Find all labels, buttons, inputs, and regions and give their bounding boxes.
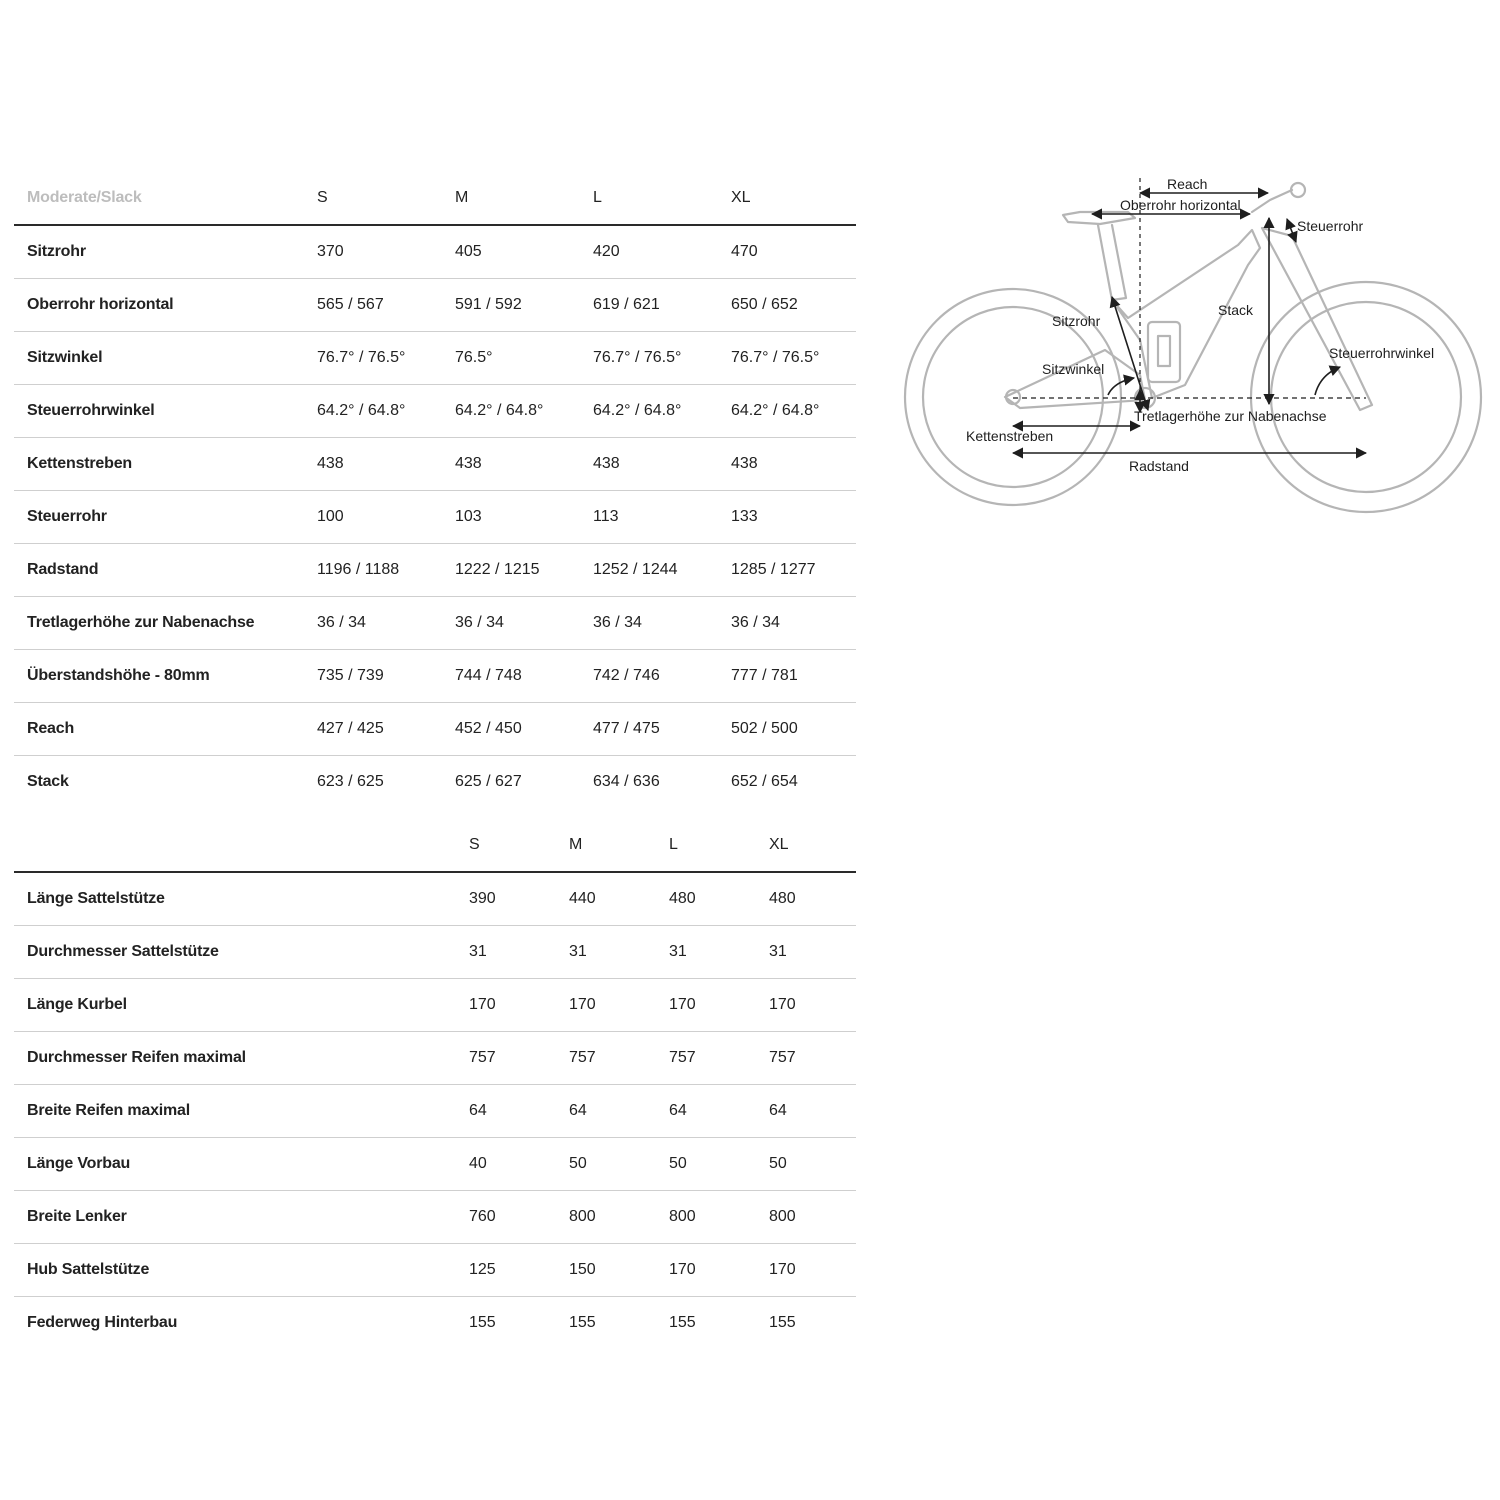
component-table-header [14, 819, 856, 873]
table-cell: 155 [769, 1314, 796, 1331]
table-row [14, 703, 856, 756]
table-cell: 170 [669, 1261, 696, 1278]
table-cell: 420 [593, 243, 620, 260]
table-cell: 170 [769, 996, 796, 1013]
table-cell: 438 [317, 455, 344, 472]
table-cell: 113 [593, 508, 619, 525]
table-cell: 50 [769, 1155, 787, 1172]
row-label: Überstandshöhe - 80mm [27, 667, 210, 684]
table-cell: 170 [669, 996, 696, 1013]
table-cell: 133 [731, 508, 758, 525]
table-cell: 742 / 746 [593, 667, 660, 684]
table-cell: 480 [769, 890, 796, 907]
row-label: Hub Sattelstütze [27, 1261, 150, 1278]
size-header-xl: XL [769, 836, 789, 853]
table-cell: 170 [469, 996, 496, 1013]
table-cell: 36 / 34 [455, 614, 504, 631]
label-stack: Stack [1218, 302, 1254, 318]
table-row [14, 385, 856, 438]
table-row [14, 491, 856, 544]
table-cell: 31 [669, 943, 687, 960]
table-cell: 76.7° / 76.5° [317, 349, 406, 366]
table-cell: 76.5° [455, 349, 493, 366]
table-cell: 591 / 592 [455, 296, 522, 313]
size-header-m: M [569, 836, 583, 853]
table-row [14, 873, 856, 926]
label-sitzrohr: Sitzrohr [1052, 313, 1101, 329]
table-cell: 76.7° / 76.5° [593, 349, 682, 366]
row-label: Kettenstreben [27, 455, 132, 472]
table-cell: 170 [769, 1261, 796, 1278]
table-cell: 480 [669, 890, 696, 907]
table-cell: 744 / 748 [455, 667, 522, 684]
table-cell: 452 / 450 [455, 720, 522, 737]
label-reach: Reach [1167, 176, 1208, 192]
size-header-s: S [317, 189, 328, 206]
table-cell: 36 / 34 [593, 614, 642, 631]
table-cell: 31 [569, 943, 587, 960]
table-cell: 800 [669, 1208, 696, 1225]
bike-geometry-diagram [900, 170, 1490, 520]
table-row [14, 279, 856, 332]
table-cell: 76.7° / 76.5° [731, 349, 820, 366]
table-row [14, 1085, 856, 1138]
table-cell: 470 [731, 243, 758, 260]
table-cell: 1285 / 1277 [731, 561, 816, 578]
table-cell: 757 [469, 1049, 496, 1066]
label-steuerrohr: Steuerrohr [1297, 218, 1364, 234]
table-cell: 625 / 627 [455, 773, 522, 790]
row-label: Länge Kurbel [27, 996, 127, 1013]
table-row [14, 597, 856, 650]
table-cell: 777 / 781 [731, 667, 798, 684]
table-cell: 438 [455, 455, 482, 472]
table-cell: 800 [769, 1208, 796, 1225]
table-cell: 634 / 636 [593, 773, 660, 790]
label-oberrohr: Oberrohr horizontal [1120, 197, 1241, 213]
table-cell: 735 / 739 [317, 667, 384, 684]
table-cell: 64.2° / 64.8° [731, 402, 820, 419]
label-steuerrohrwinkel: Steuerrohrwinkel [1329, 345, 1435, 361]
table-row [14, 1297, 856, 1349]
table-cell: 760 [469, 1208, 496, 1225]
table-cell: 40 [469, 1155, 487, 1172]
table-cell: 36 / 34 [317, 614, 366, 631]
geometry-table [14, 172, 856, 808]
table-row [14, 226, 856, 279]
table-cell: 64.2° / 64.8° [593, 402, 682, 419]
table-cell: 36 / 34 [731, 614, 780, 631]
geometry-table-body [14, 226, 856, 808]
size-header-s: S [469, 836, 480, 853]
table-cell: 100 [317, 508, 344, 525]
row-label: Radstand [27, 561, 99, 578]
table-cell: 1222 / 1215 [455, 561, 540, 578]
table-cell: 438 [731, 455, 758, 472]
label-sitzwinkel: Sitzwinkel [1042, 361, 1105, 377]
label-kettenstreben: Kettenstreben [966, 428, 1054, 444]
table-cell: 757 [569, 1049, 596, 1066]
table-cell: 1252 / 1244 [593, 561, 678, 578]
table-cell: 502 / 500 [731, 720, 798, 737]
table-cell: 757 [669, 1049, 696, 1066]
table-row [14, 1244, 856, 1297]
table-row [14, 756, 856, 808]
preset-label: Moderate/Slack [27, 189, 142, 206]
row-label: Stack [27, 773, 69, 790]
table-cell: 64.2° / 64.8° [455, 402, 544, 419]
row-label: Steuerrohrwinkel [27, 402, 155, 419]
table-cell: 1196 / 1188 [317, 561, 400, 578]
front-tire-icon [1251, 282, 1481, 512]
table-cell: 405 [455, 243, 482, 260]
size-header-m: M [455, 189, 469, 206]
table-cell: 438 [593, 455, 620, 472]
table-cell: 155 [669, 1314, 696, 1331]
row-label: Oberrohr horizontal [27, 296, 174, 313]
table-row [14, 438, 856, 491]
table-cell: 50 [669, 1155, 687, 1172]
row-label: Länge Sattelstütze [27, 890, 165, 907]
table-row [14, 1032, 856, 1085]
table-cell: 31 [769, 943, 787, 960]
label-radstand: Radstand [1129, 458, 1189, 474]
table-cell: 103 [455, 508, 482, 525]
row-label: Sitzrohr [27, 243, 86, 260]
table-cell: 619 / 621 [593, 296, 660, 313]
component-table-body [14, 873, 856, 1349]
row-label: Durchmesser Reifen maximal [27, 1049, 246, 1066]
table-row [14, 979, 856, 1032]
table-cell: 800 [569, 1208, 596, 1225]
table-cell: 31 [469, 943, 487, 960]
row-label: Durchmesser Sattelstütze [27, 943, 219, 960]
table-cell: 565 / 567 [317, 296, 384, 313]
table-cell: 155 [469, 1314, 496, 1331]
table-cell: 652 / 654 [731, 773, 798, 790]
table-cell: 64 [769, 1102, 787, 1119]
row-label: Federweg Hinterbau [27, 1314, 178, 1331]
table-cell: 64 [569, 1102, 587, 1119]
row-label: Länge Vorbau [27, 1155, 131, 1172]
table-cell: 757 [769, 1049, 796, 1066]
table-cell: 150 [569, 1261, 596, 1278]
table-cell: 64.2° / 64.8° [317, 402, 406, 419]
row-label: Sitzwinkel [27, 349, 103, 366]
table-cell: 370 [317, 243, 344, 260]
table-cell: 170 [569, 996, 596, 1013]
table-cell: 440 [569, 890, 596, 907]
table-cell: 64 [469, 1102, 487, 1119]
size-header-xl: XL [731, 189, 751, 206]
table-row [14, 650, 856, 703]
table-row [14, 926, 856, 979]
row-label: Tretlagerhöhe zur Nabenachse [27, 614, 255, 631]
table-cell: 427 / 425 [317, 720, 384, 737]
table-cell: 125 [469, 1261, 496, 1278]
table-row [14, 1191, 856, 1244]
table-cell: 50 [569, 1155, 587, 1172]
table-cell: 477 / 475 [593, 720, 660, 737]
table-cell: 155 [569, 1314, 596, 1331]
table-row [14, 544, 856, 597]
table-row [14, 332, 856, 385]
table-cell: 623 / 625 [317, 773, 384, 790]
row-label: Breite Lenker [27, 1208, 127, 1225]
table-row [14, 1138, 856, 1191]
row-label: Reach [27, 720, 75, 737]
table-cell: 650 / 652 [731, 296, 798, 313]
label-tretlager: Tretlagerhöhe zur Nabenachse [1134, 408, 1327, 424]
row-label: Breite Reifen maximal [27, 1102, 190, 1119]
dimension-labels [966, 176, 1434, 474]
table-cell: 390 [469, 890, 496, 907]
component-table [14, 819, 856, 1349]
geometry-table-header [14, 172, 856, 226]
row-label: Steuerrohr [27, 508, 107, 525]
size-header-l: L [593, 189, 602, 206]
size-header-l: L [669, 836, 678, 853]
table-cell: 64 [669, 1102, 687, 1119]
